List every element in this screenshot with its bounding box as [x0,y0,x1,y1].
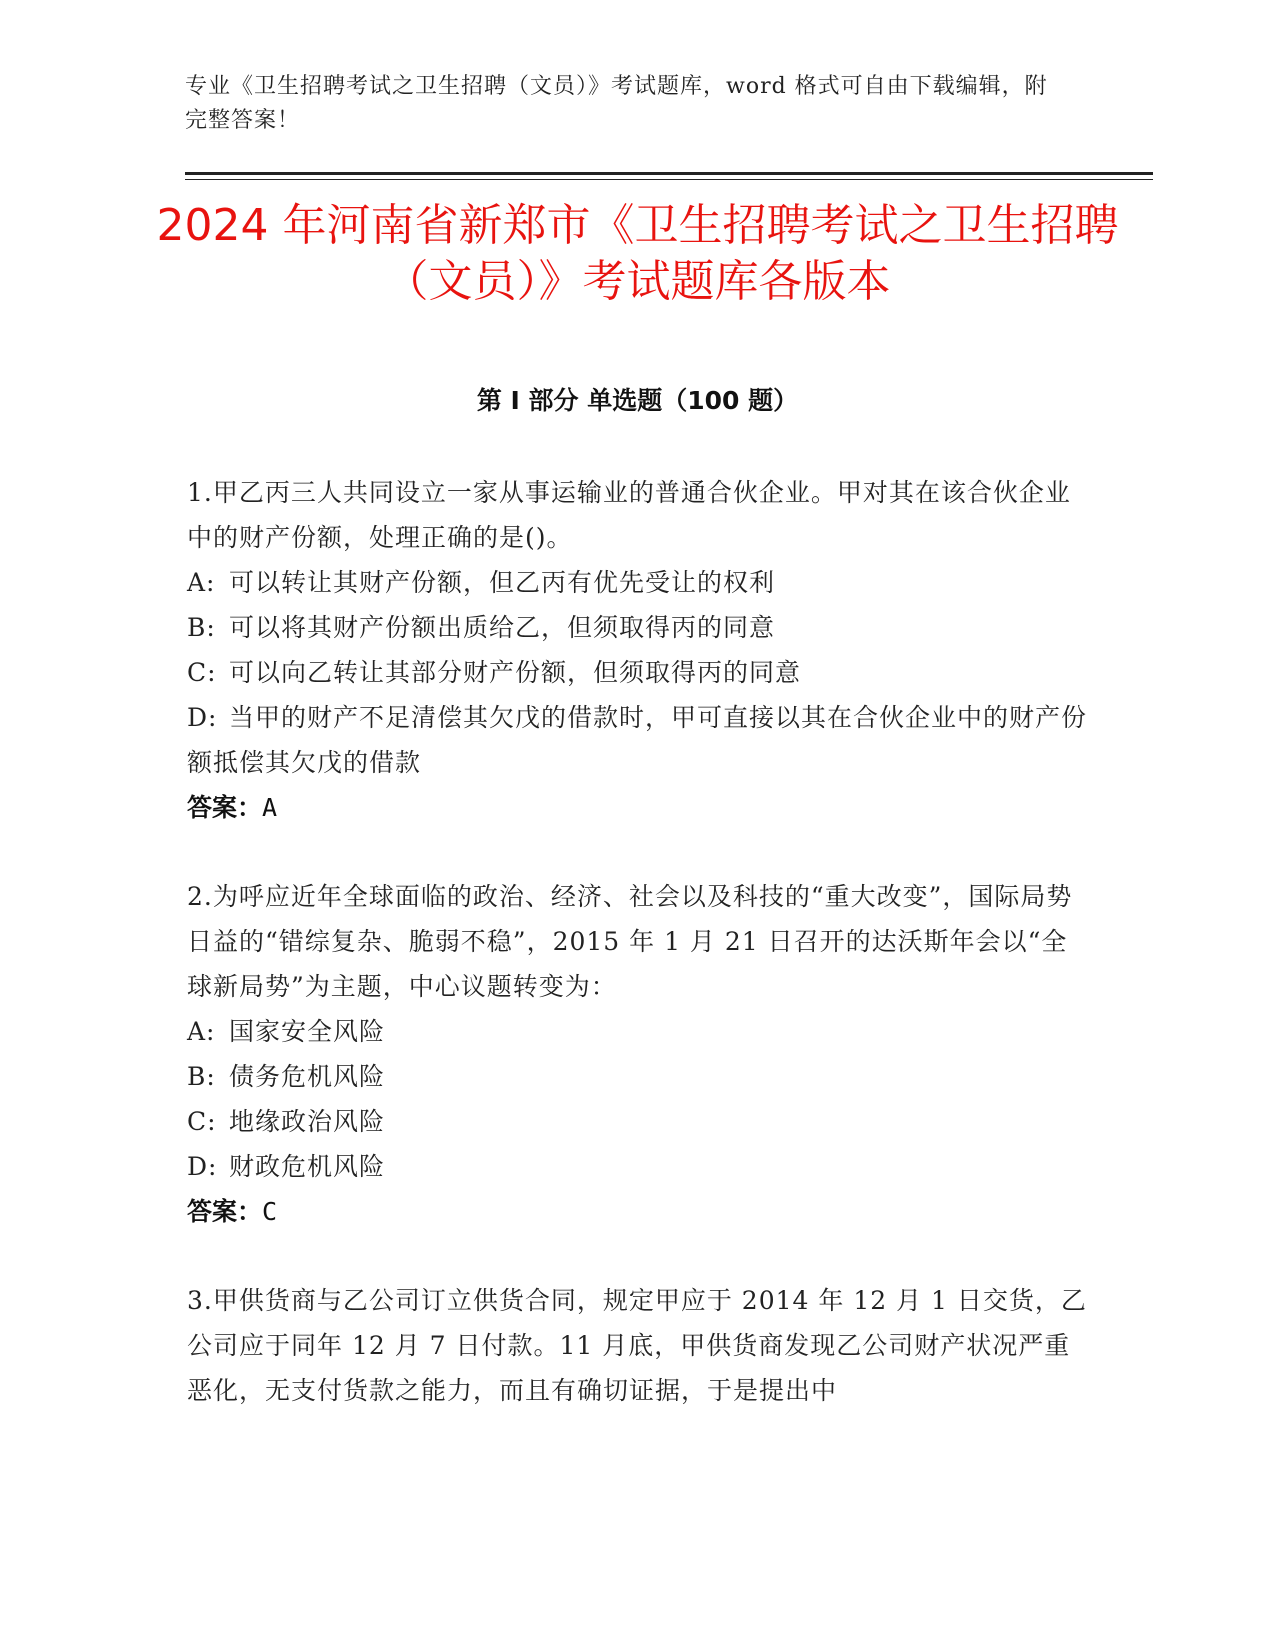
answer-line [187,785,1087,830]
option-text: 债务危机风险 [229,1062,386,1091]
question-item [187,1278,1087,1413]
option-d [187,1144,1087,1189]
question-stem: 1.甲乙丙三人共同设立一家从事运输业的普通合伙企业。甲对其在该合伙企业中的财产份额，处理正确的是()。 [187,478,1071,552]
option-b [187,605,1087,650]
option-c [187,1099,1087,1144]
header-divider-thin [185,179,1153,180]
header-divider-thick [185,172,1153,175]
option-key: B: [187,613,216,642]
option-text: 地缘政治风险 [229,1107,386,1136]
header-note: 专业《卫生招聘考试之卫生招聘（文员）》考试题库，word 格式可自由下载编辑，附完整答案！ [185,74,1048,133]
option-a [187,560,1087,605]
option-key: C: [187,1107,217,1136]
answer-label: 答案： [187,793,263,822]
question-stem: 2.为呼应近年全球面临的政治、经济、社会以及科技的“重大改变”，国际局势日益的“错综复杂、脆弱不稳”，2015 年 1 月 21 日召开的达沃斯年会以“全球新局势”为主题，中心议题转变为： [187,882,1073,1001]
option-b [187,1054,1087,1099]
option-key: D: [187,703,218,732]
option-text: 国家安全风险 [229,1017,386,1046]
option-key: C: [187,658,217,687]
answer-value: C [262,1197,278,1226]
question-item [187,874,1087,1234]
section-title: 第 I 部分 单选题（100 题） [476,386,799,415]
answer-value: A [262,793,278,822]
answer-line [187,1189,1087,1234]
option-text: 可以转让其财产份额，但乙丙有优先受让的权利 [229,568,776,597]
option-text: 当甲的财产不足清偿其欠戊的借款时，甲可直接以其在合伙企业中的财产份额抵偿其欠戊的借款 [187,703,1088,777]
option-key: A: [187,568,216,597]
option-key: A: [187,1017,216,1046]
question-list [187,470,1087,1457]
option-text: 财政危机风险 [229,1152,386,1181]
option-d [187,695,1087,785]
option-text: 可以将其财产份额出质给乙，但须取得丙的同意 [229,613,776,642]
option-c [187,650,1087,695]
question-item [187,470,1087,830]
answer-label: 答案： [187,1197,263,1226]
option-key: D: [187,1152,218,1181]
option-key: B: [187,1062,216,1091]
document-title: 2024 年河南省新郑市《卫生招聘考试之卫生招聘（文员）》考试题库各版本 [156,200,1119,307]
question-stem: 3.甲供货商与乙公司订立供货合同，规定甲应于 2014 年 12 月 1 日交货，乙公司应于同年 12 月 7 日付款。11 月底，甲供货商发现乙公司财产状况严重恶化，无支付货款之能力，而且有确切证据，于是提出中 [187,1286,1087,1405]
option-text: 可以向乙转让其部分财产份额，但须取得丙的同意 [229,658,802,687]
option-a [187,1009,1087,1054]
